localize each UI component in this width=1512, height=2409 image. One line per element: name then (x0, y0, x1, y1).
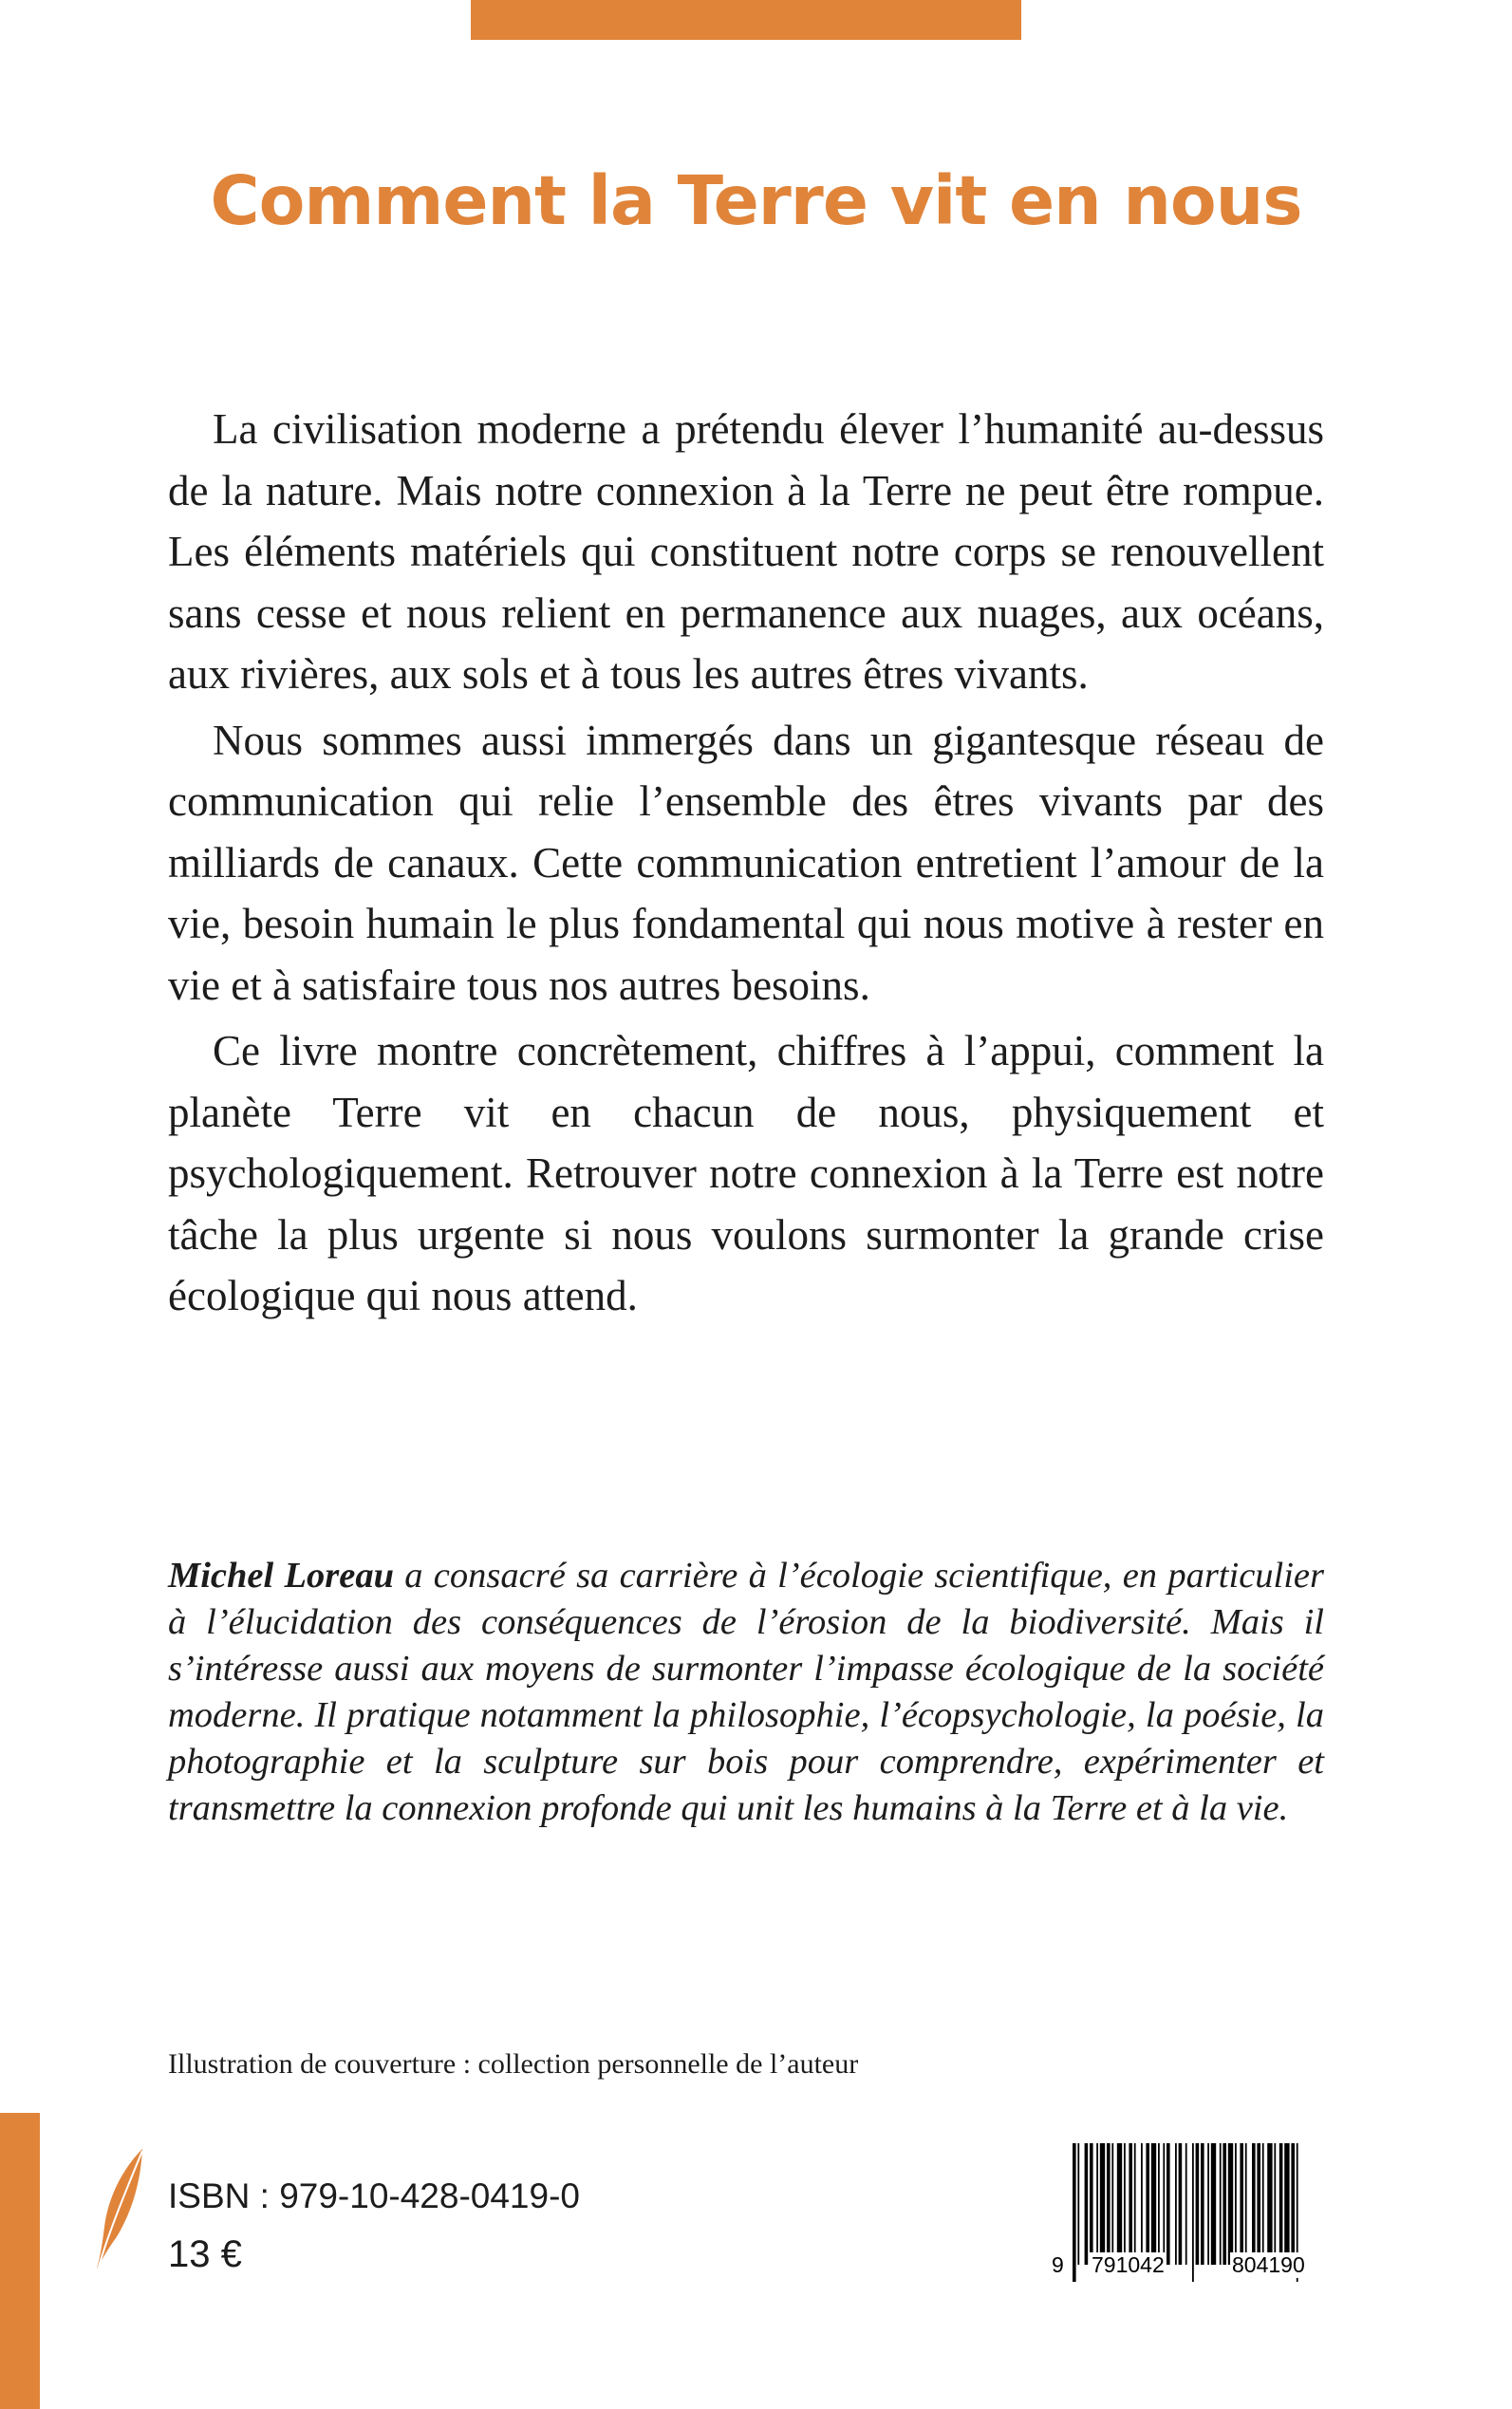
barcode-bar (1196, 2143, 1200, 2265)
barcode-bar (1085, 2143, 1089, 2265)
barcode-bar (1291, 2143, 1295, 2265)
barcode-bar (1090, 2143, 1093, 2265)
barcode-bar (1207, 2143, 1209, 2265)
barcode-bar (1100, 2143, 1105, 2265)
feather-icon (95, 2147, 148, 2270)
book-title: Comment la Terre vit en nous (210, 161, 1302, 240)
author-name: Michel Loreau (168, 1556, 394, 1596)
barcode-left-group: 791042 (1092, 2252, 1165, 2277)
barcode-bar (1175, 2143, 1177, 2265)
barcode-first-digit: 9 (1052, 2252, 1064, 2277)
barcode-bar (1223, 2143, 1226, 2265)
barcode-bar (1245, 2143, 1247, 2265)
author-bio (168, 1553, 1324, 1832)
illustration-credit: Illustration de couverture : collection personnelle de l’auteur (168, 2048, 859, 2080)
barcode-bar (1228, 2143, 1233, 2265)
barcode-bar (1211, 2143, 1216, 2265)
barcode-bar (1167, 2143, 1170, 2265)
barcode-bar (1267, 2143, 1272, 2265)
side-accent-bar (0, 2113, 40, 2409)
barcode-bar (1235, 2143, 1237, 2265)
barcode-bar (1274, 2143, 1276, 2265)
barcode-bar (1141, 2143, 1143, 2265)
barcode-bar (1279, 2143, 1283, 2265)
barcode-bar (1146, 2143, 1149, 2265)
barcode-bar (1117, 2143, 1122, 2265)
barcode-bar (1129, 2143, 1132, 2265)
isbn: ISBN : 979-10-428-0419-0 (168, 2176, 580, 2215)
barcode-bar (1077, 2143, 1079, 2265)
barcode-bar (1151, 2143, 1156, 2265)
barcode-bar (1134, 2143, 1136, 2265)
barcode-bar (1252, 2143, 1256, 2265)
top-accent-bar (471, 0, 1021, 40)
barcode-bar (1111, 2143, 1113, 2265)
barcode-bar (1192, 2143, 1194, 2282)
barcode-bar (1158, 2143, 1160, 2265)
summary-paragraph: La civilisation moderne a prétendu élever l’humanité au-dessus de la nature. Mais notre connexion à la Terre ne peut être rompue. Les éléments matériels qui constituent notre corps se renouvellent sans cesse et nous relient en permanence aux nuages, aux océans, aux rivières, aux sols et à tous les autres êtres vivants. (168, 405, 1324, 698)
barcode-bar (1201, 2143, 1204, 2265)
barcode-bar (1240, 2143, 1243, 2265)
barcode-bar (1073, 2143, 1076, 2282)
summary-paragraph: Ce livre montre concrètement, chiffres à l’appui, comment la planète Terre vit en chacun de nous, physiquement et psychologiquement. Retrouver notre connexion à la Terre est notre tâche la plus urgente si nous voulons surmonter la grande crise écologique qui nous attend. (168, 1027, 1324, 1319)
barcode-bar (1220, 2143, 1222, 2265)
barcode-bar (1262, 2143, 1264, 2265)
summary-text (168, 399, 1324, 1332)
barcode-right-group: 804190 (1232, 2252, 1305, 2277)
barcode-bar (1107, 2143, 1111, 2265)
price: 13 € (168, 2233, 242, 2275)
barcode-bar (1096, 2143, 1098, 2265)
barcode-bar (1163, 2143, 1165, 2265)
barcode-bar (1284, 2143, 1289, 2265)
author-bio-text: a consacré sa carrière à l’écologie scientifique, en particulier à l’élucidation des conséquences de l’érosion de la biodiversité. Mais il s’intéresse aussi aux moyens de surmonter l’impasse écologique de la société moderne. Il pratique notamment la philosophie, l’écopsychologie, la poésie, la photographie et la sculpture sur bois pour comprendre, expérimenter et transmettre la connexion profonde qui unit les humains à la Terre et à la vie. (168, 1556, 1324, 1828)
barcode-bar (1257, 2143, 1260, 2265)
summary-paragraph: Nous sommes aussi immergés dans un gigantesque réseau de communication qui relie l’ensemble des êtres vivants par des milliards de canaux. Cette communication entretient l’amour de la vie, besoin humain le plus fondamental qui nous motive à rester en vie et à satisfaire tous nos autres besoins. (168, 716, 1324, 1009)
barcode-bar (1179, 2143, 1183, 2265)
barcode-bar (1124, 2143, 1126, 2265)
author-bio-paragraph (168, 1553, 1324, 1832)
barcode-bar (1185, 2143, 1187, 2265)
